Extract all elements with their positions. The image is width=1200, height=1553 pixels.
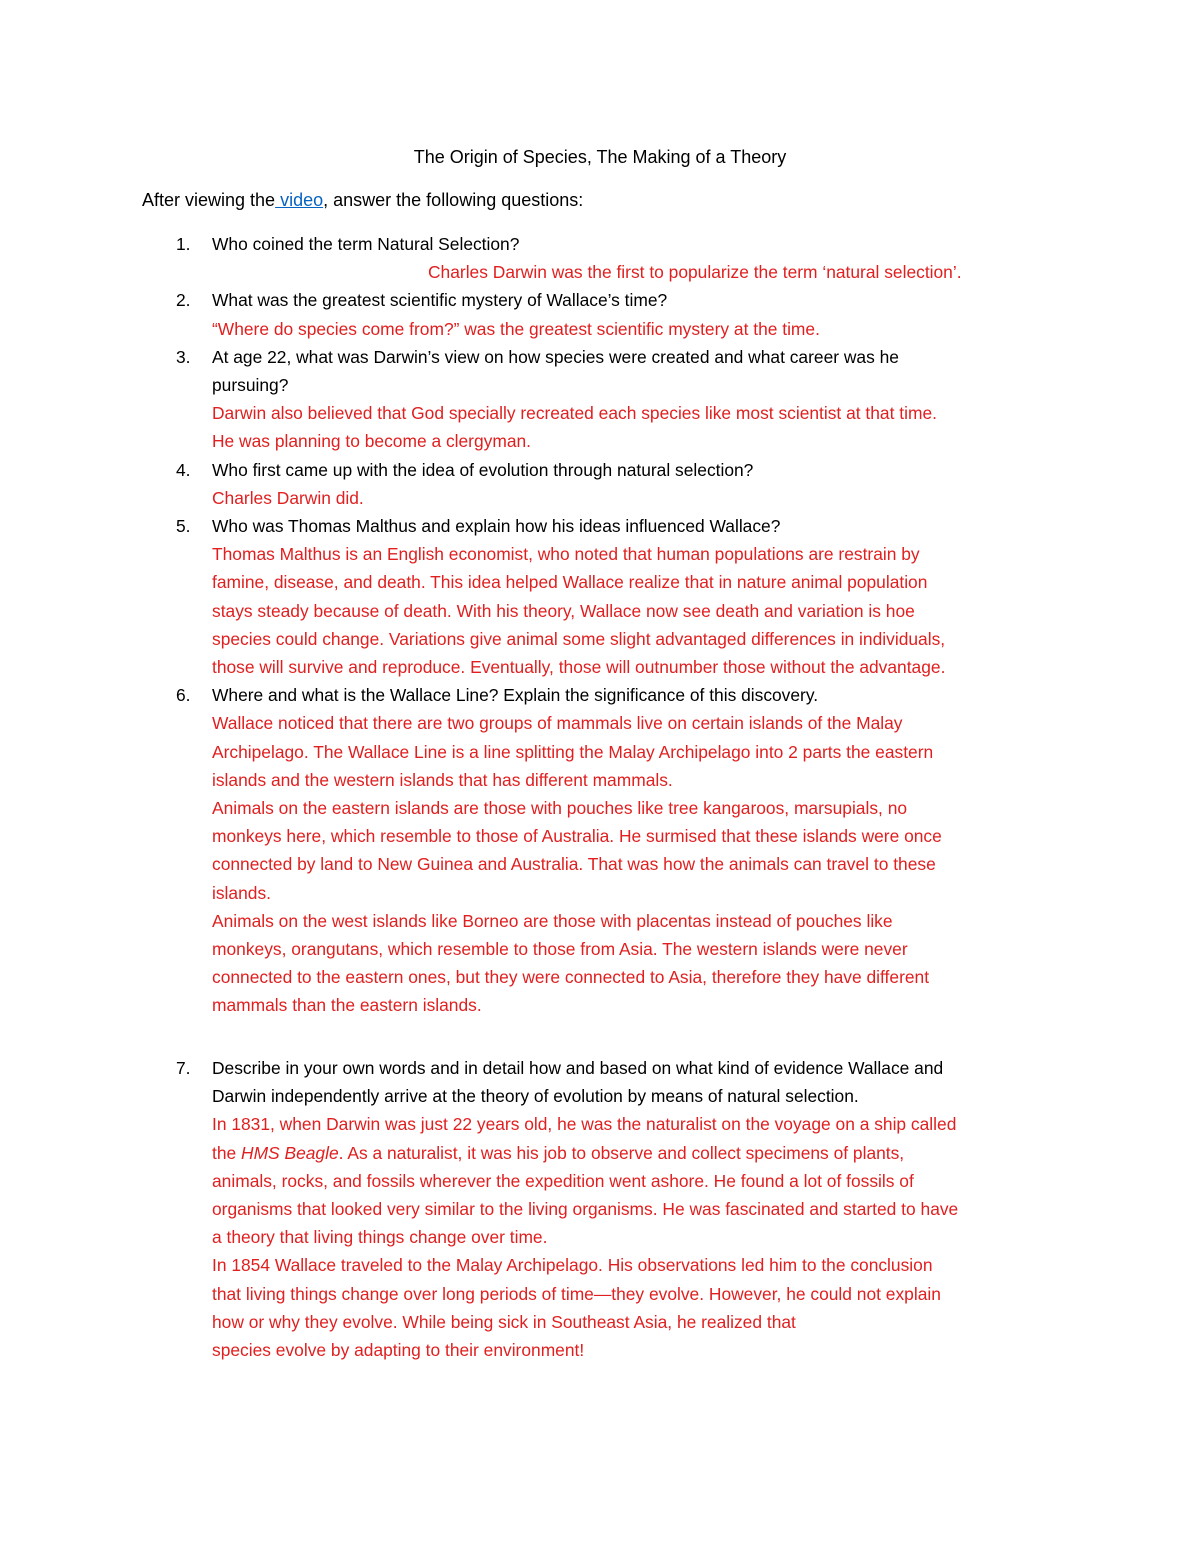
question-number: 4. xyxy=(176,459,191,480)
answer-2 xyxy=(0,315,1082,343)
answer-line: islands. xyxy=(212,882,271,903)
intro-before: After viewing the xyxy=(142,190,276,210)
question-number: 5. xyxy=(176,516,191,537)
question-text: Who first came up with the idea of evolution through natural selection? xyxy=(212,459,754,480)
answer-4 xyxy=(0,484,1082,512)
answer-line: “Where do species come from?” was the greatest scientific mystery at the time. xyxy=(212,318,820,339)
question-text: Darwin independently arrive at the theory of evolution by means of natural selection. xyxy=(212,1086,859,1107)
question-text: At age 22, what was Darwin’s view on how species were created and what career was he xyxy=(212,346,899,367)
question-number: 2. xyxy=(176,290,191,311)
answer-1 xyxy=(0,258,1082,286)
answer-text: . As a naturalist, it was his job to observe and collect specimens of plants, xyxy=(338,1142,905,1163)
answer-line: In 1854 Wallace traveled to the Malay Archipelago. His observations led him to the conclusion xyxy=(212,1255,933,1276)
answer-line: organisms that looked very similar to the living organisms. He was fascinated and started to have xyxy=(212,1199,959,1220)
answer-7 xyxy=(0,1110,1082,1364)
questions-1-6 xyxy=(0,230,1200,1020)
answer-line: monkeys, orangutans, which resemble to those from Asia. The western islands were never xyxy=(212,939,908,960)
question-text: pursuing? xyxy=(212,375,289,396)
question-1 xyxy=(0,230,1072,258)
intro-line xyxy=(142,187,583,213)
intro-after: , answer the following questions: xyxy=(323,190,584,210)
answer-line: Wallace noticed that there are two groups of mammals live on certain islands of the Malay xyxy=(212,713,903,734)
question-text: Describe in your own words and in detail how and based on what kind of evidence Wallace and xyxy=(212,1058,944,1078)
answer-line: mammals than the eastern islands. xyxy=(212,995,482,1016)
answer-6 xyxy=(0,709,1082,1019)
answer-line: those will survive and reproduce. Eventually, those will outnumber those without the advantage. xyxy=(212,657,946,678)
answer-line: In 1831, when Darwin was just 22 years old, he was the naturalist on the voyage on a ship called xyxy=(212,1114,957,1135)
answer-line: that living things change over long periods of time—they evolve. However, he could not explain xyxy=(212,1283,941,1304)
answer-text: the xyxy=(212,1142,242,1163)
question-text: Who coined the term Natural Selection? xyxy=(212,234,520,254)
answer-line: Thomas Malthus is an English economist, who noted that human populations are restrain by xyxy=(212,544,920,565)
answer-line: Archipelago. The Wallace Line is a line splitting the Malay Archipelago into 2 parts the eastern xyxy=(212,741,934,762)
answer-line: Animals on the eastern islands are those with pouches like tree kangaroos, marsupials, no xyxy=(212,798,908,819)
document-title: The Origin of Species, The Making of a Theory xyxy=(413,147,787,167)
answer-line: species evolve by adapting to their environment! xyxy=(212,1340,585,1361)
question-4 xyxy=(0,456,1072,484)
question-3 xyxy=(0,343,1072,399)
question-number: 3. xyxy=(176,346,191,367)
answer-line: He was planning to become a clergyman. xyxy=(212,431,532,452)
answer-line: Animals on the west islands like Borneo are those with placentas instead of pouches like xyxy=(212,910,893,931)
ship-name: HMS Beagle xyxy=(241,1142,339,1163)
answer-5 xyxy=(0,540,1082,681)
question-number: 6. xyxy=(176,685,191,706)
question-number: 1. xyxy=(176,234,191,254)
question-7 xyxy=(0,1054,1072,1110)
answer-3 xyxy=(0,399,1082,455)
answer-line: monkeys here, which resemble to those of Australia. He surmised that these islands were once xyxy=(212,826,942,847)
answer-line: connected to the eastern ones, but they were connected to Asia, therefore they have different xyxy=(212,967,930,988)
answer-line: stays steady because of death. With his theory, Wallace now see death and variation is hoe xyxy=(212,600,915,621)
question-2 xyxy=(0,286,1072,314)
question-6 xyxy=(0,681,1072,709)
video-link[interactable]: video xyxy=(275,190,324,210)
question-7-block xyxy=(0,1054,1200,1364)
question-number: 7. xyxy=(176,1058,191,1078)
answer-line: connected by land to New Guinea and Australia. That was how the animals can travel to these xyxy=(212,854,936,875)
question-text: Who was Thomas Malthus and explain how his ideas influenced Wallace? xyxy=(212,516,781,537)
answer-line: Charles Darwin did. xyxy=(212,487,364,508)
question-text: What was the greatest scientific mystery of Wallace’s time? xyxy=(212,290,668,311)
answer-line: famine, disease, and death. This idea helped Wallace realize that in nature animal population xyxy=(212,572,928,593)
question-5 xyxy=(0,512,1072,540)
answer-line: animals, rocks, and fossils wherever the expedition went ashore. He found a lot of fossils of xyxy=(212,1170,914,1191)
answer-line: islands and the western islands that has different mammals. xyxy=(212,769,673,790)
answer-line: Charles Darwin was the first to popularize the term ‘natural selection’. xyxy=(428,262,962,283)
answer-line: Darwin also believed that God specially recreated each species like most scientist at that time. xyxy=(212,403,937,424)
question-text: Where and what is the Wallace Line? Explain the significance of this discovery. xyxy=(212,685,819,706)
answer-line: how or why they evolve. While being sick in Southeast Asia, he realized that xyxy=(212,1311,796,1332)
answer-line: species could change. Variations give animal some slight advantaged differences in individuals, xyxy=(212,628,946,649)
answer-line: a theory that living things change over time. xyxy=(212,1227,548,1248)
answer-line xyxy=(212,1139,1082,1167)
